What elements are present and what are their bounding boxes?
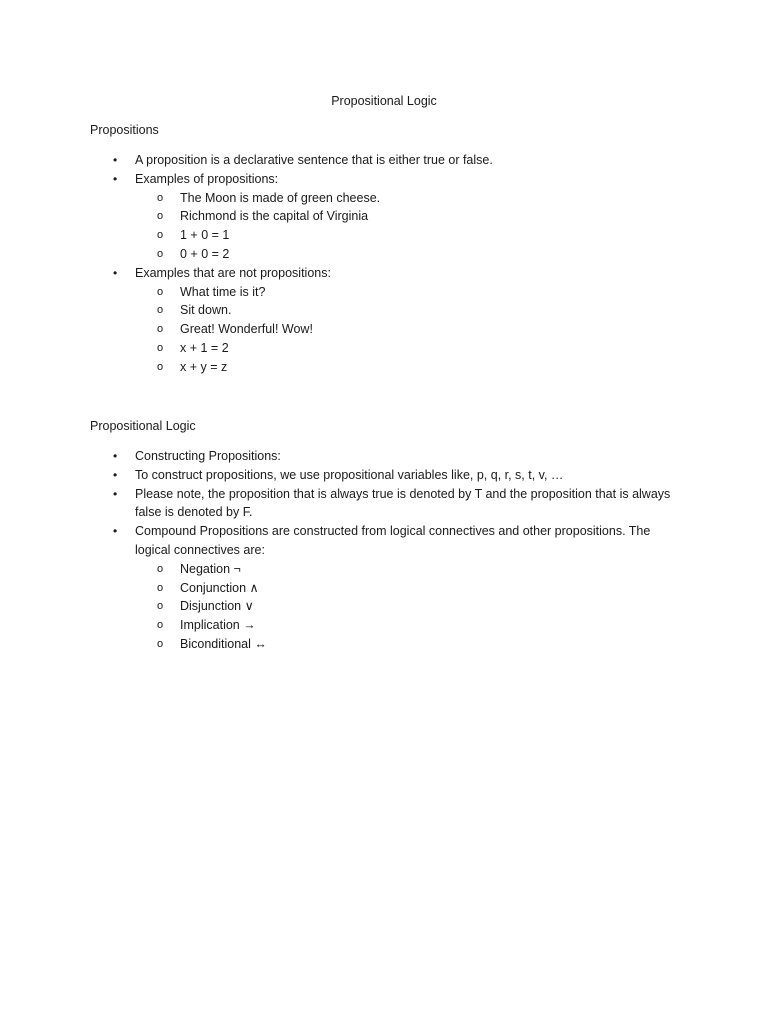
sub-list-item — [135, 339, 680, 358]
bullet-marker: • — [113, 265, 118, 280]
list-item-text: To construct propositions, we use propositional variables like, p, q, r, s, t, v, … — [135, 467, 564, 482]
sub-bullet-marker: o — [157, 323, 164, 336]
bullet-list — [90, 151, 680, 377]
list-item-text: Examples of propositions: — [135, 171, 279, 186]
sub-list-item-text: 0 + 0 = 2 — [180, 246, 230, 261]
sub-list-item — [135, 283, 680, 302]
sub-list-item — [135, 301, 680, 320]
sub-list-item — [135, 579, 680, 598]
sub-bullet-marker: o — [157, 285, 164, 298]
sub-bullet-marker: o — [157, 304, 164, 317]
bullet-marker: • — [113, 171, 118, 186]
section-propositional-logic — [90, 418, 680, 654]
sub-list-item-text: Biconditional ↔ — [180, 636, 267, 651]
sub-list-item-text: 1 + 0 = 1 — [180, 228, 230, 243]
sub-list-item — [135, 320, 680, 339]
bullet-list — [90, 447, 680, 654]
sub-list-item — [135, 635, 680, 654]
section-heading: Propositions — [90, 123, 159, 137]
sub-bullet-marker: o — [157, 360, 164, 373]
sub-list — [135, 283, 680, 377]
list-item-text: Please note, the proposition that is always true is denoted by T and the proposition that is always false is denoted by F. — [135, 486, 671, 520]
sub-list-item-text: Richmond is the capital of Virginia — [180, 209, 369, 224]
sub-list-item — [135, 597, 680, 616]
sub-list-item-text: Negation ¬ — [180, 561, 241, 576]
sub-list-item-text: Implication → — [180, 618, 256, 633]
bullet-marker: • — [113, 486, 118, 501]
section-propositions — [90, 122, 680, 377]
sub-list-item-text: What time is it? — [180, 284, 266, 299]
sub-bullet-marker: o — [157, 619, 164, 632]
sub-list-item — [135, 207, 680, 226]
sub-bullet-marker: o — [157, 581, 164, 594]
sub-list-item — [135, 245, 680, 264]
list-item — [90, 485, 680, 523]
list-item-text: Examples that are not propositions: — [135, 265, 331, 280]
sub-list — [135, 560, 680, 654]
list-item — [90, 264, 680, 377]
sub-list-item — [135, 358, 680, 377]
list-item-text: Compound Propositions are constructed from logical connectives and other propositions. The logical connectives are: — [135, 524, 651, 557]
sub-bullet-marker: o — [157, 341, 164, 354]
sub-list-item — [135, 560, 680, 579]
bullet-marker: • — [113, 467, 118, 482]
sub-list-item-text: Great! Wonderful! Wow! — [180, 322, 313, 337]
bullet-marker: • — [113, 153, 118, 167]
list-item-text: A proposition is a declarative sentence that is either true or false. — [135, 153, 493, 167]
sub-list-item-text: x + 1 = 2 — [180, 340, 229, 355]
list-item — [90, 466, 680, 485]
sub-list-item-text: The Moon is made of green cheese. — [180, 190, 381, 205]
list-item — [90, 151, 680, 170]
sub-list-item-text: Sit down. — [180, 303, 232, 318]
sub-list — [135, 189, 680, 264]
sub-list-item-text: Conjunction ∧ — [180, 580, 259, 595]
sub-bullet-marker: o — [157, 637, 164, 650]
sub-bullet-marker: o — [157, 562, 164, 575]
bullet-marker: • — [113, 449, 118, 463]
section-heading: Propositional Logic — [90, 419, 196, 433]
sub-bullet-marker: o — [157, 600, 164, 613]
document-title: Propositional Logic — [331, 94, 437, 108]
sub-list-item-text: Disjunction ∨ — [180, 599, 254, 614]
sub-list-item — [135, 226, 680, 245]
sub-list-item — [135, 189, 680, 208]
sub-list-item — [135, 616, 680, 635]
sub-bullet-marker: o — [157, 210, 164, 223]
sub-bullet-marker: o — [157, 191, 164, 204]
bullet-marker: • — [113, 524, 118, 539]
list-item-text: Constructing Propositions: — [135, 449, 281, 463]
sub-bullet-marker: o — [157, 247, 164, 260]
list-item — [90, 447, 680, 466]
sub-list-item-text: x + y = z — [180, 359, 228, 374]
sub-bullet-marker: o — [157, 229, 164, 242]
list-item — [90, 522, 680, 654]
list-item — [90, 170, 680, 264]
